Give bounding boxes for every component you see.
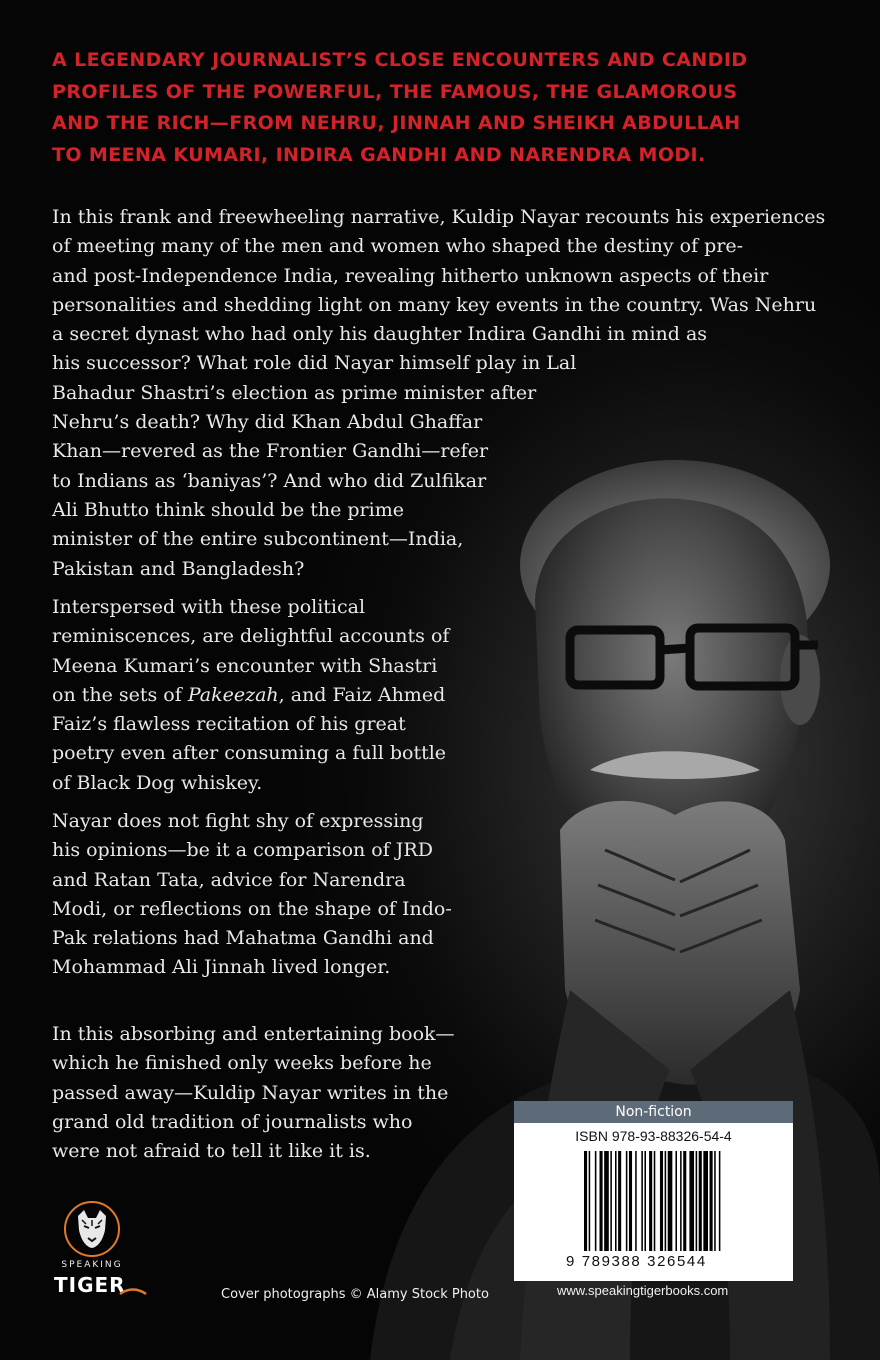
barcode-bar bbox=[626, 1151, 628, 1251]
logo-swoosh-icon bbox=[118, 1288, 148, 1298]
text-line: Mohammad Ali Jinnah lived longer. bbox=[52, 956, 391, 979]
text-line: Interspersed with these political bbox=[52, 596, 366, 618]
headline-blurb bbox=[52, 45, 772, 171]
barcode-bar bbox=[683, 1151, 686, 1251]
text-line: Faiz’s flawless recitation of his great bbox=[52, 713, 406, 736]
barcode-bar bbox=[710, 1151, 713, 1251]
description-paragraph-2 bbox=[52, 593, 449, 798]
text-line: personalities and shedding light on many key events in the country. Was Nehru bbox=[52, 293, 817, 316]
blurb-line: TO MEENA KUMARI, INDIRA GANDHI AND NARENDRA MODI. bbox=[52, 143, 706, 166]
text-line bbox=[52, 681, 449, 710]
barcode-bar bbox=[675, 1151, 677, 1251]
text-line: minister of the entire subcontinent—India, bbox=[52, 528, 464, 551]
text-line: which he finished only weeks before he bbox=[52, 1052, 432, 1075]
description-paragraph-4 bbox=[52, 1020, 455, 1166]
barcode-bar bbox=[689, 1151, 694, 1251]
text-line: Modi, or reflections on the shape of Indo- bbox=[52, 897, 452, 920]
barcode-bar bbox=[699, 1151, 702, 1251]
text-line: Pakistan and Bangladesh? bbox=[52, 557, 305, 580]
text-line: were not afraid to tell it like it is. bbox=[52, 1140, 371, 1163]
blurb-line: PROFILES OF THE POWERFUL, THE FAMOUS, THE GLAMOROUS bbox=[52, 80, 738, 103]
text-line: of meeting many of the men and women who shaped the destiny of pre- bbox=[52, 235, 744, 258]
barcode-bar bbox=[635, 1151, 637, 1251]
barcode-bar bbox=[649, 1151, 652, 1251]
text-line: a secret dynast who had only his daughter Indira Gandhi in mind as bbox=[52, 323, 708, 346]
barcode-bar bbox=[696, 1151, 698, 1251]
text-fragment: on the sets of bbox=[52, 683, 188, 706]
text-line: Nehru’s death? Why did Khan Abdul Ghaffar bbox=[52, 411, 483, 434]
barcode-bar bbox=[629, 1151, 632, 1251]
tiger-icon bbox=[58, 1200, 126, 1258]
text-line: and post-Independence India, revealing hitherto unknown aspects of their bbox=[52, 264, 769, 287]
barcode-bar bbox=[595, 1151, 597, 1251]
barcode-bar bbox=[600, 1151, 603, 1251]
blurb-line: A LEGENDARY JOURNALIST’S CLOSE ENCOUNTERS AND CANDID bbox=[52, 49, 748, 71]
barcode-bar bbox=[604, 1151, 609, 1251]
barcode-bar bbox=[618, 1151, 621, 1251]
barcode-bar bbox=[665, 1151, 667, 1251]
film-title: Pakeezah bbox=[187, 683, 279, 706]
blurb-line: AND THE RICH—FROM NEHRU, JINNAH AND SHEIKH ABDULLAH bbox=[52, 112, 741, 134]
description-paragraph-3 bbox=[52, 807, 452, 983]
barcode-digits: 9 789388 326544 bbox=[566, 1253, 707, 1270]
text-fragment: , and Faiz Ahmed bbox=[278, 683, 446, 706]
text-line: poetry even after consuming a full bottle bbox=[52, 742, 447, 765]
publisher-logo bbox=[52, 1200, 148, 1310]
text-line: grand old tradition of journalists who bbox=[52, 1110, 413, 1133]
text-line: reminiscences, are delightful accounts of bbox=[52, 625, 450, 648]
text-line: Pak relations had Mahatma Gandhi and bbox=[52, 927, 434, 950]
barcode-bar bbox=[589, 1151, 591, 1251]
barcode-bar bbox=[644, 1151, 646, 1251]
text-line: of Black Dog whiskey. bbox=[52, 771, 263, 794]
barcode-bar bbox=[615, 1151, 617, 1251]
text-line: his successor? What role did Nayar himself play in Lal bbox=[52, 352, 577, 375]
text-line: and Ratan Tata, advice for Narendra bbox=[52, 868, 406, 891]
text-line: Ali Bhutto think should be the prime bbox=[52, 498, 404, 521]
photo-credit: Cover photographs © Alamy Stock Photo bbox=[221, 1287, 489, 1302]
description-paragraph-1 bbox=[52, 203, 825, 584]
logo-text-main: TIGER bbox=[54, 1273, 126, 1297]
text-line: Meena Kumari’s encounter with Shastri bbox=[52, 654, 438, 677]
barcode-bar bbox=[654, 1151, 656, 1251]
text-line: passed away—Kuldip Nayar writes in the bbox=[52, 1081, 449, 1104]
barcode-bar bbox=[703, 1151, 708, 1251]
logo-text-top: SPEAKING bbox=[61, 1260, 123, 1270]
text-line: In this frank and freewheeling narrative, Kuldip Nayar recounts his experiences bbox=[52, 206, 826, 228]
text-line: to Indians as ‘baniyas’? And who did Zulfikar bbox=[52, 469, 487, 492]
text-line: In this absorbing and entertaining book— bbox=[52, 1023, 455, 1045]
category-label: Non-fiction bbox=[514, 1101, 793, 1123]
barcode-bar bbox=[680, 1151, 682, 1251]
text-line: Nayar does not fight shy of expressing bbox=[52, 810, 424, 832]
barcode-bar bbox=[660, 1151, 663, 1251]
text-line: his opinions—be it a comparison of JRD bbox=[52, 839, 433, 862]
isbn-number: ISBN 978-93-88326-54-4 bbox=[575, 1128, 732, 1144]
publisher-website: www.speakingtigerbooks.com bbox=[557, 1283, 729, 1298]
barcode-bar bbox=[610, 1151, 612, 1251]
barcode bbox=[584, 1151, 782, 1263]
barcode-bar bbox=[641, 1151, 643, 1251]
barcode-bar bbox=[714, 1151, 716, 1251]
text-line: Bahadur Shastri’s election as prime minister after bbox=[52, 381, 537, 404]
text-line: Khan—revered as the Frontier Gandhi—refer bbox=[52, 440, 489, 463]
barcode-bar bbox=[719, 1151, 721, 1251]
isbn-barcode-box bbox=[514, 1101, 793, 1281]
barcode-bar bbox=[584, 1151, 587, 1251]
barcode-bar bbox=[668, 1151, 673, 1251]
